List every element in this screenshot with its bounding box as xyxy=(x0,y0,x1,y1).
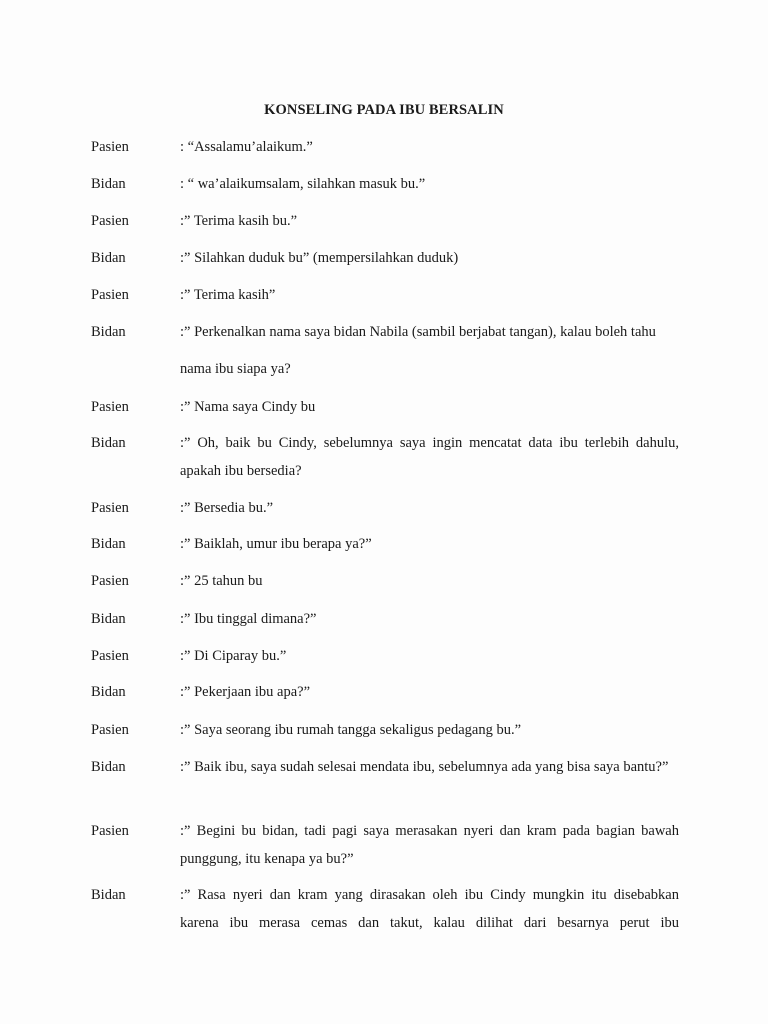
speech-text: :” Terima kasih bu.” xyxy=(180,213,298,229)
speaker-label: Bidan xyxy=(91,684,126,700)
speech-text: : “ wa’alaikumsalam, silahkan masuk bu.” xyxy=(180,176,426,192)
speech-text: :” Oh, baik bu Cindy, sebelumnya saya ingin mencatat data ibu terlebih dahulu, apakah ibu bersedia? xyxy=(180,435,679,479)
speaker-label: Bidan xyxy=(91,250,126,266)
speaker-label: Bidan xyxy=(91,435,126,451)
speech-text: :” Perkenalkan nama saya bidan Nabila (sambil berjabat tangan), kalau boleh tahu xyxy=(180,324,656,340)
speaker-label: Pasien xyxy=(91,573,129,589)
speaker-label: Bidan xyxy=(91,611,126,627)
speech-text: :” Baiklah, umur ibu berapa ya?” xyxy=(180,536,372,552)
speech-text: :” Pekerjaan ibu apa?” xyxy=(180,684,311,700)
speaker-label: Pasien xyxy=(91,648,129,664)
document-title: KONSELING PADA IBU BERSALIN xyxy=(264,102,504,118)
speaker-label: Pasien xyxy=(91,213,129,229)
speech-text: :” Bersedia bu.” xyxy=(180,500,274,516)
speaker-label: Pasien xyxy=(91,287,129,303)
speech-text: :” Begini bu bidan, tadi pagi saya merasakan nyeri dan kram pada bagian bawah punggung, itu kenapa ya bu?” xyxy=(180,823,679,867)
speaker-label: Bidan xyxy=(91,176,126,192)
speech-text: :” Ibu tinggal dimana?” xyxy=(180,611,317,627)
speech-text: nama ibu siapa ya? xyxy=(180,361,291,377)
speech-text: :” Rasa nyeri dan kram yang dirasakan oleh ibu Cindy mungkin itu disebabkan karena ibu merasa cemas dan takut, kalau dilihat dari besarnya perut ibu xyxy=(180,887,679,931)
speaker-label: Bidan xyxy=(91,887,126,903)
speaker-label: Bidan xyxy=(91,759,126,775)
speech-text: :” Nama saya Cindy bu xyxy=(180,399,316,415)
speaker-label: Bidan xyxy=(91,536,126,552)
speaker-label: Pasien xyxy=(91,139,129,155)
speech-text: :” Saya seorang ibu rumah tangga sekaligus pedagang bu.” xyxy=(180,722,522,738)
speaker-label: Pasien xyxy=(91,722,129,738)
speaker-label: Pasien xyxy=(91,399,129,415)
speech-text: :” Di Ciparay bu.” xyxy=(180,648,287,664)
speaker-label: Pasien xyxy=(91,500,129,516)
speech-text: :” 25 tahun bu xyxy=(180,573,263,589)
speech-text: :” Baik ibu, saya sudah selesai mendata ibu, sebelumnya ada yang bisa saya bantu?” xyxy=(180,759,669,775)
speech-text: :” Silahkan duduk bu” (mempersilahkan duduk) xyxy=(180,250,459,266)
speaker-label: Bidan xyxy=(91,324,126,340)
speaker-label: Pasien xyxy=(91,823,129,839)
speech-text: : “Assalamu’alaikum.” xyxy=(180,139,313,155)
speech-text: :” Terima kasih” xyxy=(180,287,276,303)
